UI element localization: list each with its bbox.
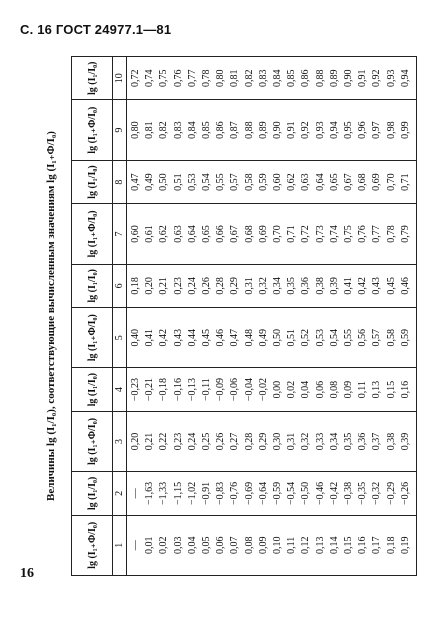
column-label: lg (I₁₊Φ/I₀) <box>72 100 113 160</box>
table-cell-value: 0,71 <box>286 225 298 243</box>
table-cell-value: 0,60 <box>130 225 141 243</box>
table-cell-value: 0,69 <box>257 225 269 243</box>
column-number: 5 <box>113 308 127 368</box>
table-cell-value: 0,38 <box>385 432 397 451</box>
table-cell-value: 0,24 <box>186 277 198 295</box>
table-cell-value: −0,50 <box>300 481 312 505</box>
table-cell-value: −0,69 <box>243 481 255 505</box>
column-label: lg (I₁₊Φ/I₀) <box>72 411 113 471</box>
table-cell-value: 0,53 <box>186 173 198 191</box>
table-cell-value: 0,18 <box>385 536 397 555</box>
table-cell-value: 0,70 <box>385 173 397 191</box>
table-cell-value: 0,80 <box>130 121 141 139</box>
table-cell-value: 0,20 <box>130 432 141 451</box>
table-cell-value: 0,25 <box>201 432 213 451</box>
column-number: 2 <box>113 472 127 515</box>
table-cell-value: 0,15 <box>343 536 355 555</box>
table-cell-value: 0,05 <box>201 536 213 555</box>
table-cell-value: 0,64 <box>314 173 326 191</box>
table-cell-value: −0,23 <box>130 378 141 402</box>
table-cell-value: 0,54 <box>328 328 340 347</box>
table-cell-value: 0,80 <box>215 69 227 87</box>
table-cell-value: −0,46 <box>314 481 326 505</box>
table-cell-value: 0,32 <box>300 432 312 451</box>
table-cell-value: 0,17 <box>371 536 383 555</box>
table-cell-value: 0,54 <box>201 173 213 191</box>
table-cell-value: 0,06 <box>215 536 227 555</box>
table-cell-value: 0,58 <box>243 173 255 191</box>
column-label: lg (I₁/I₀) <box>72 160 113 203</box>
table-cell-value: 0,34 <box>272 277 284 295</box>
table-cell-value: 0,30 <box>272 432 284 451</box>
table-row <box>127 57 417 576</box>
table-cell-value: 0,63 <box>300 173 312 191</box>
table-cell-value: 0,01 <box>144 536 156 555</box>
table-cell-value: 0,91 <box>286 121 298 139</box>
table-cell-value: −0,09 <box>215 378 227 402</box>
table-cell-value: −0,91 <box>201 481 213 505</box>
table-cell-value: 0,62 <box>286 173 298 191</box>
table-column-cell <box>127 308 417 368</box>
table-cell-value: 0,94 <box>399 69 411 87</box>
table-cell-value: −0,29 <box>385 481 397 505</box>
table-cell-value: 0,82 <box>243 69 255 87</box>
table-cell-value: 0,08 <box>328 380 340 399</box>
table-cell-value: 0,03 <box>172 536 184 555</box>
table-cell-value: 0,73 <box>314 225 326 243</box>
table-cell-value: −0,26 <box>399 481 411 505</box>
table-cell-value: 0,04 <box>300 380 312 399</box>
table-cell-value: 0,12 <box>300 536 312 555</box>
table-cell-value: 0,85 <box>286 69 298 87</box>
table-cell-value: 0,16 <box>399 380 411 399</box>
table-column-cell <box>127 411 417 471</box>
table-cell-value: 0,23 <box>172 432 184 451</box>
table-cell-value: 0,55 <box>343 328 355 347</box>
table-cell-value: 0,71 <box>399 173 411 191</box>
table-cell-value: 0,35 <box>286 277 298 295</box>
table-cell-value: 0,48 <box>243 328 255 347</box>
table-cell-value: 0,67 <box>343 173 355 191</box>
table-cell-value: 0,50 <box>272 328 284 347</box>
table-cell-value: 0,31 <box>243 277 255 295</box>
table-cell-value: 0,74 <box>328 225 340 243</box>
column-number: 4 <box>113 368 127 411</box>
table-cell-value: 0,76 <box>172 69 184 87</box>
table-cell-value: 0,95 <box>343 121 355 139</box>
table-cell-value: 0,59 <box>257 173 269 191</box>
table-cell-value: 0,11 <box>357 381 369 399</box>
table-cell-value: 0,65 <box>201 225 213 243</box>
table-cell-value: 0,50 <box>158 173 170 191</box>
table-cell-value: 0,46 <box>215 328 227 347</box>
table-cell-value: 0,72 <box>130 69 141 87</box>
table-cell-value: 0,57 <box>371 328 383 347</box>
table-cell-value: 0,47 <box>130 173 141 191</box>
table-cell-value: −0,59 <box>272 481 284 505</box>
table-cell-value: −0,64 <box>257 481 269 505</box>
table-cell-value: 0,21 <box>158 277 170 295</box>
table-cell-value: 0,84 <box>272 69 284 87</box>
table-cell-value: 0,39 <box>399 432 411 451</box>
table-cell-value: 0,41 <box>343 277 355 295</box>
table-cell-value: 0,28 <box>215 277 227 295</box>
table-cell-value: 0,89 <box>257 121 269 139</box>
table-cell-value: 0,20 <box>144 277 156 295</box>
table-cell-value: 0,57 <box>229 173 241 191</box>
column-number: 7 <box>113 204 127 264</box>
table-cell-value: 0,49 <box>144 173 156 191</box>
table-cell-value: 0,59 <box>399 328 411 347</box>
column-number: 9 <box>113 100 127 160</box>
column-label: lg (I₁/I₀) <box>72 57 113 100</box>
table-cell-value: 0,02 <box>158 536 170 555</box>
table-column-cell <box>127 57 417 100</box>
table-cell-value: 0,09 <box>257 536 269 555</box>
table-cell-value: 0,88 <box>314 69 326 87</box>
column-label: lg (I₁/I₀) <box>72 368 113 411</box>
table-cell-value: 0,58 <box>385 328 397 347</box>
table-cell-value: 0,09 <box>343 380 355 399</box>
table-cell-value: 0,75 <box>343 225 355 243</box>
table-cell-value: 0,07 <box>229 536 241 555</box>
table-cell-value: 0,72 <box>300 225 312 243</box>
table-cell-value: 0,10 <box>272 536 284 555</box>
table-column-cell <box>127 515 417 575</box>
table-cell-value: 0,31 <box>286 432 298 451</box>
table-cell-value: 0,87 <box>229 121 241 139</box>
table-cell-value: 0,85 <box>201 121 213 139</box>
table-cell-value: 0,99 <box>399 121 411 139</box>
table-cell-value: 0,36 <box>300 277 312 295</box>
table-cell-value: 0,81 <box>229 69 241 87</box>
table-cell-value: −0,54 <box>286 481 298 505</box>
table-column-cell <box>127 160 417 203</box>
table-cell-value: 0,13 <box>314 536 326 555</box>
table-cell-value: 0,14 <box>328 536 340 555</box>
table-cell-value: −0,11 <box>201 378 213 402</box>
table-cell-value: −0,02 <box>257 378 269 402</box>
table-cell-value: −0,13 <box>186 378 198 402</box>
table-cell-value: −1,63 <box>144 481 156 505</box>
table-cell-value: 0,21 <box>144 432 156 451</box>
table-cell-value: 0,39 <box>328 277 340 295</box>
table-cell-value: 0,81 <box>144 121 156 139</box>
table-cell-value: −1,15 <box>172 481 184 505</box>
table-cell-value: 0,02 <box>286 380 298 399</box>
table-cell-value: −0,18 <box>158 378 170 402</box>
table-cell-value: 0,84 <box>186 121 198 139</box>
table-cell-value: −0,16 <box>172 378 184 402</box>
table-cell-value: 0,42 <box>158 328 170 347</box>
table-cell-value: 0,67 <box>229 225 241 243</box>
table-cell-value: 0,04 <box>186 536 198 555</box>
table-cell-value: −1,02 <box>186 481 198 505</box>
table-cell-value: 0,33 <box>314 432 326 451</box>
table-column-cell <box>127 264 417 307</box>
table-cell-value: 0,83 <box>172 121 184 139</box>
table-cell-value: 0,93 <box>314 121 326 139</box>
table-cell-value: 0,79 <box>399 225 411 243</box>
table-cell-value: 0,82 <box>158 121 170 139</box>
table-cell-value: 0,08 <box>243 536 255 555</box>
table-cell-value: 0,53 <box>314 328 326 347</box>
table-cell-value: 0,44 <box>186 328 198 347</box>
table-cell-value: −0,21 <box>144 378 156 402</box>
table-cell-value: 0,26 <box>215 432 227 451</box>
table-column-cell <box>127 368 417 411</box>
table-cell-value: 0,63 <box>172 225 184 243</box>
table-cell-value: 0,97 <box>371 121 383 139</box>
column-label: lg (I₁₊Φ/I₀) <box>72 308 113 368</box>
table-cell-value: 0,98 <box>385 121 397 139</box>
table-cell-value: 0,77 <box>186 69 198 87</box>
table-cell-value: 0,91 <box>357 69 369 87</box>
table-cell-value: 0,06 <box>314 380 326 399</box>
table-cell-value: 0,68 <box>357 173 369 191</box>
table-cell-value: 0,90 <box>272 121 284 139</box>
table-cell-value: 0,43 <box>371 277 383 295</box>
table-cell-value: 0,74 <box>144 69 156 87</box>
table-cell-value: 0,40 <box>130 328 141 347</box>
table-cell-value: 0,45 <box>385 277 397 295</box>
table-column-cell <box>127 472 417 515</box>
table-cell-value: 0,26 <box>201 277 213 295</box>
table-cell-value: 0,78 <box>201 69 213 87</box>
table-cell-value: 0,22 <box>158 432 170 451</box>
table-cell-value: 0,38 <box>314 277 326 295</box>
table-cell-value: 0,93 <box>385 69 397 87</box>
column-number: 1 <box>113 515 127 575</box>
table-cell-value: −0,42 <box>328 481 340 505</box>
column-label: lg (I₁/I₀) <box>72 472 113 515</box>
table-cell-value: −0,76 <box>229 481 241 505</box>
table-cell-value: 0,36 <box>357 432 369 451</box>
column-label: lg (I₁/I₀) <box>72 264 113 307</box>
table-cell-value: 0,46 <box>399 277 411 295</box>
column-label: lg (I₁₊Φ/I₀) <box>72 204 113 264</box>
table-cell-value: 0,51 <box>286 328 298 347</box>
table-cell-value: 0,43 <box>172 328 184 347</box>
values-table <box>71 56 417 576</box>
table-cell-value: 0,41 <box>144 328 156 347</box>
table-cell-value: 0,90 <box>343 69 355 87</box>
table-cell-value: 0,94 <box>328 121 340 139</box>
page-number: 16 <box>20 566 34 581</box>
table-cell-value: 0,35 <box>343 432 355 451</box>
table-cell-value: 0,28 <box>243 432 255 451</box>
table-cell-value: 0,70 <box>272 225 284 243</box>
table-cell-value: −0,04 <box>243 378 255 402</box>
column-label: lg (I₁₊Φ/I₀) <box>72 515 113 575</box>
table-cell-value: −0,06 <box>229 378 241 402</box>
table-cell-value: 0,51 <box>172 173 184 191</box>
table-cell-value: 0,77 <box>371 225 383 243</box>
table-cell-value: 0,29 <box>257 432 269 451</box>
table-cell-value: 0,29 <box>229 277 241 295</box>
table-cell-value: −1,33 <box>158 481 170 505</box>
table-cell-value: 0,18 <box>130 277 141 295</box>
table-cell-value: 0,49 <box>257 328 269 347</box>
table-cell-value: −0,35 <box>357 481 369 505</box>
table-cell-value: 0,13 <box>371 380 383 399</box>
table-cell-value: 0,37 <box>371 432 383 451</box>
column-number: 3 <box>113 411 127 471</box>
table-cell-value: 0,66 <box>215 225 227 243</box>
table-cell-value: — <box>130 488 141 499</box>
table-cell-value: 0,92 <box>371 69 383 87</box>
table-column-cell <box>127 100 417 160</box>
column-number: 10 <box>113 57 127 100</box>
table-cell-value: 0,64 <box>186 225 198 243</box>
table-cell-value: 0,76 <box>357 225 369 243</box>
table-cell-value: 0,61 <box>144 225 156 243</box>
table-cell-value: 0,16 <box>357 536 369 555</box>
table-cell-value: 0,24 <box>186 432 198 451</box>
table-cell-value: 0,62 <box>158 225 170 243</box>
table-cell-value: 0,75 <box>158 69 170 87</box>
table-cell-value: 0,65 <box>328 173 340 191</box>
column-number: 6 <box>113 264 127 307</box>
table-cell-value: 0,00 <box>272 380 284 399</box>
table-cell-value: 0,68 <box>243 225 255 243</box>
table-cell-value: 0,11 <box>286 536 298 554</box>
page-header: С. 16 ГОСТ 24977.1—81 <box>20 22 172 37</box>
table-cell-value: 0,92 <box>300 121 312 139</box>
table-cell-value: 0,56 <box>357 328 369 347</box>
table-cell-value: 0,42 <box>357 277 369 295</box>
table-cell-value: −0,38 <box>343 481 355 505</box>
table-cell-value: 0,32 <box>257 277 269 295</box>
table-cell-value: 0,55 <box>215 173 227 191</box>
table-cell-value: 0,83 <box>257 69 269 87</box>
table-cell-value: 0,52 <box>300 328 312 347</box>
table-cell-value: 0,15 <box>385 380 397 399</box>
table-cell-value: 0,86 <box>300 69 312 87</box>
table-cell-value: 0,45 <box>201 328 213 347</box>
table-cell-value: — <box>130 540 141 551</box>
table-cell-value: 0,69 <box>371 173 383 191</box>
table-cell-value: 0,47 <box>229 328 241 347</box>
column-number-row <box>113 57 127 576</box>
table-cell-value: 0,89 <box>328 69 340 87</box>
table-cell-value: 0,78 <box>385 225 397 243</box>
rotated-table-block <box>37 56 411 576</box>
table-cell-value: 0,19 <box>399 536 411 555</box>
table-cell-value: 0,86 <box>215 121 227 139</box>
table-column-cell <box>127 204 417 264</box>
table-cell-value: 0,88 <box>243 121 255 139</box>
table-cell-value: −0,83 <box>215 481 227 505</box>
table-cell-value: 0,23 <box>172 277 184 295</box>
table-cell-value: 0,96 <box>357 121 369 139</box>
table-caption: Величины lg (I₁/I₀), соответствующие вычисленным значениям lg (I₁₊Φ/I₀) <box>45 131 57 501</box>
column-label-row <box>72 57 113 576</box>
table-cell-value: 0,27 <box>229 432 241 451</box>
table-cell-value: −0,32 <box>371 481 383 505</box>
column-number: 8 <box>113 160 127 203</box>
table-cell-value: 0,60 <box>272 173 284 191</box>
table-cell-value: 0,34 <box>328 432 340 451</box>
